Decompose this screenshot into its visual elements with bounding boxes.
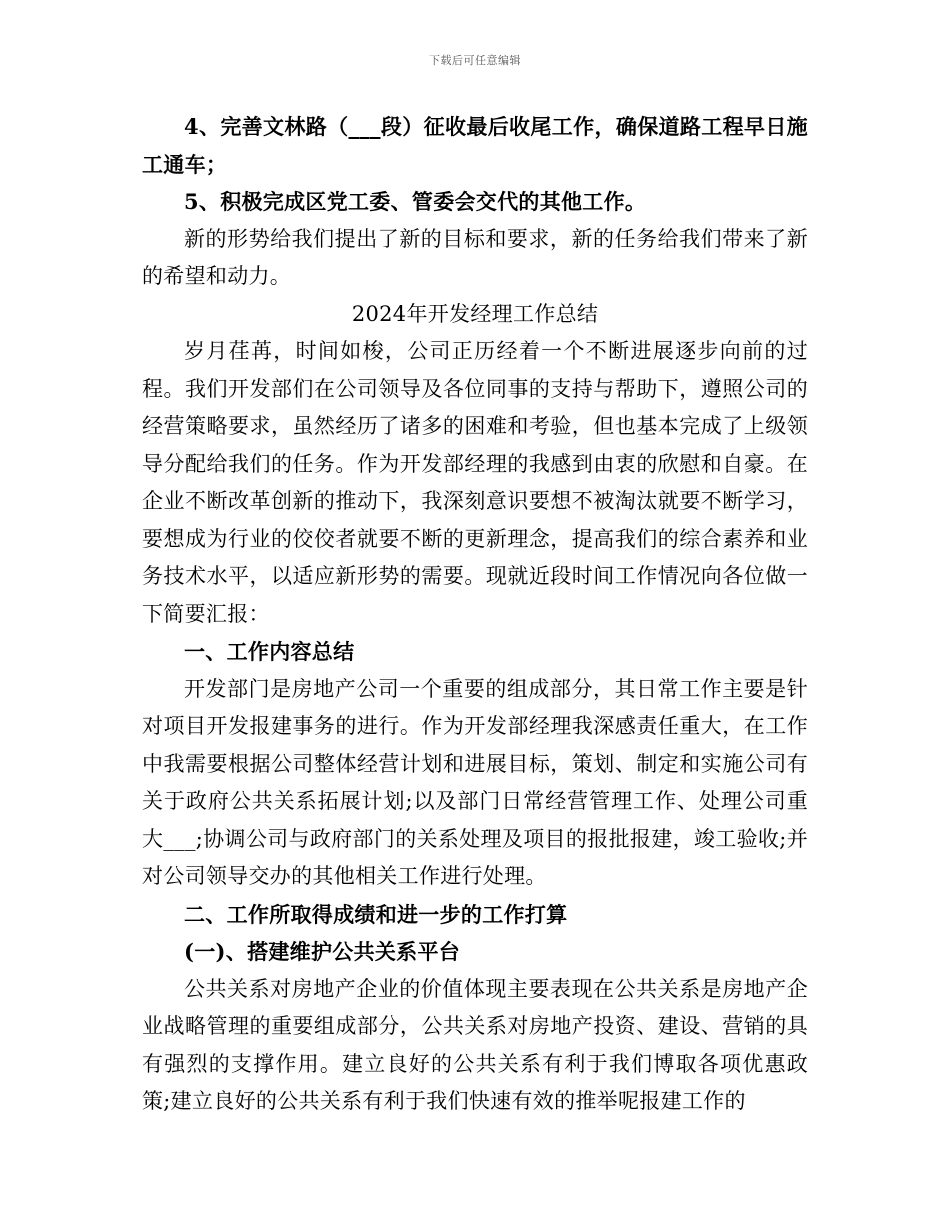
item-4-paragraph: 4、完善文林路（___段）征收最后收尾工作，确保道路工程早日施工通车； [142, 114, 808, 177]
intro-paragraph: 岁月荏苒，时间如梭，公司正历经着一个不断进展逐步向前的过程。我们开发部们在公司领导及各位同事的支持与帮助下，遵照公司的经营策略要求，虽然经历了诸多的困难和考验，但也基本完成了上级领导分配给我们的任务。作为开发部经理的我感到由衷的欣慰和自豪。在企业不断改革创新的推动下，我深刻意识要想不被淘汰就要不断学习，要想成为行业的佼佼者就要不断的更新理念，提高我们的综合素养和业务技术水平，以适应新形势的需要。现就近段时间工作情况向各位做一下简要汇报： [142, 339, 808, 626]
section-2-heading: 二、工作所取得成绩和进一步的工作打算 [184, 901, 568, 927]
header-note: 下载后可任意编辑 [429, 54, 521, 67]
item-5-paragraph: 5、积极完成区党工委、管委会交代的其他工作。 [184, 189, 647, 214]
section-1-heading: 一、工作内容总结 [184, 639, 355, 664]
subsection-1-heading: (一)、搭建维护公共关系平台 [184, 939, 461, 964]
document-body [142, 108, 808, 1121]
closing-paragraph: 新的形势给我们提出了新的目标和要求，新的任务给我们带来了新的希望和动力。 [142, 226, 808, 288]
subsection-1-paragraph: 公共关系对房地产企业的价值体现主要表现在公共关系是房地产企业战略管理的重要组成部分，公共关系对房地产投资、建设、营销的具有强烈的支撑作用。建立良好的公共关系有利于我们博取各项优惠政策;建立良好的公共关系有利于我们快速有效的推举呢报建工作的 [142, 976, 808, 1113]
section-1-paragraph: 开发部门是房地产公司一个重要的组成部分，其日常工作主要是针对项目开发报建事务的进行。作为开发部经理我深感责任重大，在工作中我需要根据公司整体经营计划和进展目标，策划、制定和实施公司有关于政府公共关系拓展计划;以及部门日常经营管理工作、处理公司重大___;协调公司与政府部门的关系处理及项目的报批报建，竣工验收;并对公司领导交办的其他相关工作进行处理。 [142, 676, 808, 888]
document-title: 2024年开发经理工作总结 [351, 301, 599, 326]
